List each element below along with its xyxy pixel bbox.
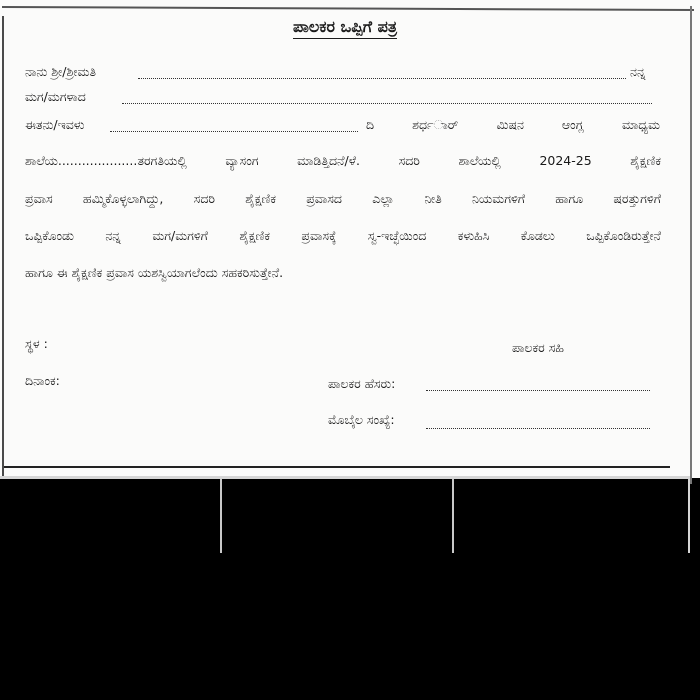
- form-border-left: [2, 16, 4, 486]
- parent-name-field-label: ಪಾಲಕರ ಹೆಸರು:: [328, 376, 396, 391]
- table-fragment: [0, 476, 690, 559]
- parent-name-blank: [138, 78, 626, 79]
- parent-name-prefix: ನಾನು ಶ್ರೀ/ಶ್ರೀಮತಿ: [25, 64, 96, 79]
- parent-name-suffix: ನನ್ನ: [630, 64, 646, 79]
- mobile-number-label: ಮೊಬೈಲ ಸಂಖ್ಯೆ:: [328, 412, 395, 427]
- form-border-right: [690, 6, 692, 484]
- form-border-top: [2, 6, 694, 11]
- consent-paragraph-line-1: ಶಾಲೆಯ....................ತರಗತಿಯಲ್ಲಿ ವ್ಯಾಸಂಗ ಮಾಡಿತ್ತಿದನೆ/ಳೆ. ಸದರಿ ಶಾಲೆಯಲ್ಲಿ 2024-25 ಶೈಕ್ಷಣಿಕ: [25, 153, 661, 168]
- consent-paragraph-line-2: ಪ್ರವಾಸ ಹಮ್ಮಿಕೊಳ್ಳಲಾಗಿದ್ದು, ಸದರಿ ಶೈಕ್ಷಣಿಕ ಪ್ರವಾಸದ ಎಲ್ಲಾ ನೀತಿ ನಿಯಮಗಳಿಗೆ ಹಾಗೂ ಷರತ್ತುಗಳಿಗೆ: [25, 191, 661, 206]
- child-name-label: ಮಗ/ಮಗಳಾದ: [25, 89, 86, 104]
- consent-paragraph-line-3: ಒಪ್ಪಿಕೊಂಡು ನನ್ನ ಮಗ/ಮಗಳಿಗೆ ಶೈಕ್ಷಣಿಕ ಪ್ರವಾಸಕ್ಕೆ ಸ್ವ-ಇಚ್ಛೆಯಿಂದ ಕಳುಹಿಸಿ ಕೊಡಲು ಒಪ್ಪಿಕೊಂಡಿರುತ್ತೇನೆ: [25, 228, 661, 243]
- form-border-bottom: [4, 466, 670, 468]
- form-title-text: ಪಾಲಕರ ಒಪ್ಪಿಗೆ ಪತ್ರ: [293, 17, 397, 39]
- parent-signature-label: ಪಾಲಕರ ಸಹಿ: [512, 340, 564, 355]
- table-cell: [452, 479, 690, 553]
- pronoun-label: ಈತನು/ಇವಳು: [25, 117, 85, 132]
- table-cell: [220, 479, 454, 553]
- consent-paragraph-line-4: ಹಾಗೂ ಈ ಶೈಕ್ಷಣಿಕ ಪ್ರವಾಸ ಯಶಸ್ವಿಯಾಗಲೆಂದು ಸಹಕರಿಸುತ್ತೇನೆ.: [25, 265, 284, 280]
- school-name-text: ದಿ ಶರ್ಧರ್ಾ ಮಿಷನ ಆಂಗ್ಲ ಮಾಧ್ಯಮ: [366, 117, 660, 132]
- table-cell: [0, 479, 222, 553]
- child-name-blank: [122, 103, 652, 104]
- pronoun-blank: [110, 131, 358, 132]
- parent-name-field-blank: [426, 390, 650, 391]
- form-title: [0, 17, 690, 37]
- place-label: ಸ್ಥಳ :: [25, 336, 48, 351]
- mobile-number-blank: [426, 428, 650, 429]
- date-label: ದಿನಾಂಕ:: [25, 373, 60, 388]
